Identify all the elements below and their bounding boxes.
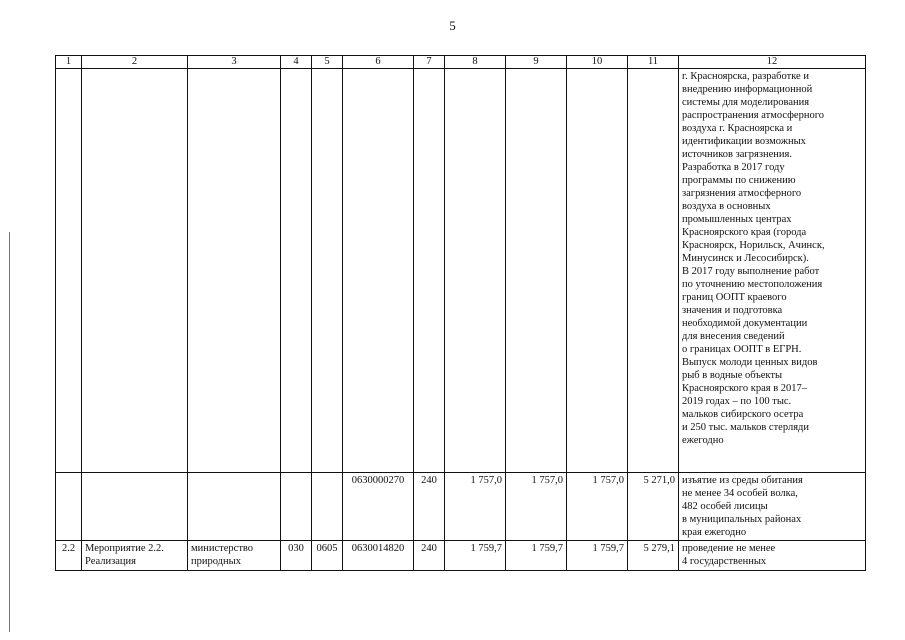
activity-name-cell: Мероприятие 2.2. Реализация (82, 541, 188, 571)
column-header: 10 (567, 56, 628, 69)
total-cell: 5 279,1 (628, 541, 679, 571)
table-row (56, 473, 866, 541)
scan-edge-line (9, 232, 10, 632)
amount-cell: 1 757,0 (506, 473, 567, 541)
column-header: 6 (343, 56, 414, 69)
amount-cell: 1 759,7 (445, 541, 506, 571)
expected-result-cell: г. Красноярска, разработке и внедрению информационной системы для моделирования распространения атмосферного воздуха г. Красноярска и идентификации возможных источников загрязнения. Разработка в 2017 году программы по снижению загрязнения атмосферного воздуха в основных промышленных центрах Красноярского края (города Красноярск, Норильск, Ачинск, Минусинск и Лесосибирск). В 2017 году выполнение работ по уточнению местоположения границ ООПТ краевого значения и подготовка необходимой документации для внесения сведений о границах ООПТ в ЕГРН. Выпуск молоди ценных видов рыб в водные объекты Красноярского края в 2017– 2019 годах – по 100 тыс. мальков сибирского осетра и 250 тыс. мальков стерляди ежегодно (679, 69, 866, 473)
row-number-cell (56, 473, 82, 541)
csr-code-cell: 0630000270 (343, 473, 414, 541)
column-header: 7 (414, 56, 445, 69)
grbs-code-cell (281, 69, 312, 473)
csr-code-cell: 0630014820 (343, 541, 414, 571)
amount-cell: 1 759,7 (567, 541, 628, 571)
rzpr-code-cell (312, 69, 343, 473)
total-cell (628, 69, 679, 473)
column-header: 8 (445, 56, 506, 69)
responsible-cell (188, 473, 281, 541)
column-header: 12 (679, 56, 866, 69)
amount-cell: 1 759,7 (506, 541, 567, 571)
total-cell: 5 271,0 (628, 473, 679, 541)
amount-cell (567, 69, 628, 473)
column-header: 1 (56, 56, 82, 69)
vr-code-cell: 240 (414, 541, 445, 571)
amount-cell: 1 757,0 (445, 473, 506, 541)
column-header: 5 (312, 56, 343, 69)
responsible-cell: министерство природных (188, 541, 281, 571)
csr-code-cell (343, 69, 414, 473)
page-number: 5 (449, 18, 456, 33)
expected-result-cell: проведение не менее 4 государственных (679, 541, 866, 571)
row-number-cell: 2.2 (56, 541, 82, 571)
grbs-code-cell: 030 (281, 541, 312, 571)
column-header: 2 (82, 56, 188, 69)
amount-cell: 1 757,0 (567, 473, 628, 541)
column-header: 11 (628, 56, 679, 69)
activity-name-cell (82, 473, 188, 541)
rzpr-code-cell: 0605 (312, 541, 343, 571)
column-header: 4 (281, 56, 312, 69)
amount-cell (506, 69, 567, 473)
program-activities-table (55, 55, 866, 571)
expected-result-cell: изъятие из среды обитания не менее 34 особей волка, 482 особей лисицы в муниципальных районах края ежегодно (679, 473, 866, 541)
vr-code-cell (414, 69, 445, 473)
activity-name-cell (82, 69, 188, 473)
row-number-cell (56, 69, 82, 473)
column-header: 9 (506, 56, 567, 69)
grbs-code-cell (281, 473, 312, 541)
table-row (56, 541, 866, 571)
rzpr-code-cell (312, 473, 343, 541)
column-header: 3 (188, 56, 281, 69)
table-row (56, 69, 866, 473)
table-header-row (56, 56, 866, 69)
vr-code-cell: 240 (414, 473, 445, 541)
amount-cell (445, 69, 506, 473)
responsible-cell (188, 69, 281, 473)
